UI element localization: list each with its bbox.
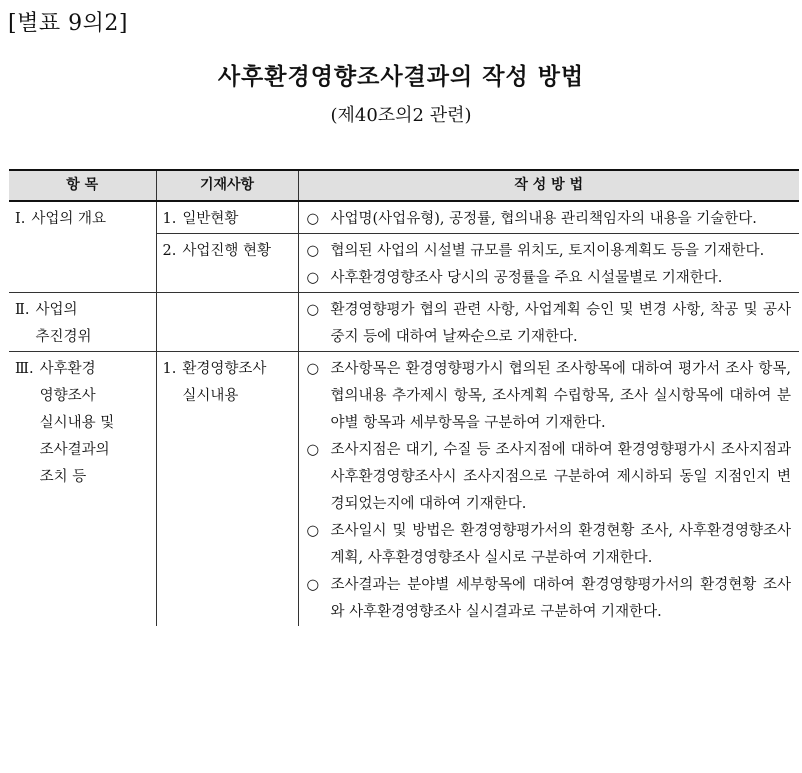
method-cell	[298, 352, 799, 627]
entry-cell	[156, 352, 298, 627]
method-text: 조사결과는 분야별 세부항목에 대하여 환경영향평가서의 환경현황 조사와 사후환경영향조사 실시결과로 구분하여 기재한다.	[330, 577, 791, 620]
method-item	[307, 437, 792, 518]
entry-text: 환경영향조사	[182, 361, 267, 377]
header-method: 작 성 방 법	[298, 170, 799, 201]
section-item-cell	[9, 201, 156, 293]
entry-number: 2.	[162, 243, 177, 259]
document-title: 사후환경영향조사결과의 작성 방법	[217, 63, 585, 90]
bullet-mark: ○	[306, 243, 320, 259]
method-item	[307, 518, 792, 572]
method-item	[307, 356, 792, 437]
method-text: 협의된 사업의 시설별 규모를 위치도, 토지이용계획도 등을 기재한다.	[330, 243, 765, 259]
annex-label: [별표 9의2]	[8, 11, 128, 36]
section-item-text: 사업의	[35, 302, 78, 318]
method-item	[307, 265, 792, 292]
table-row	[9, 293, 799, 352]
section-item-cell	[9, 293, 156, 352]
header-item: 항 목	[9, 170, 156, 201]
section-number: Ⅱ.	[15, 302, 30, 318]
entry-number: 1.	[162, 361, 177, 377]
method-item	[307, 238, 792, 265]
method-text: 환경영향평가 협의 관련 사항, 사업계획 승인 및 변경 사항, 착공 및 공사중지 등에 대하여 날짜순으로 기재한다.	[330, 302, 791, 345]
section-item-text: 영향조사	[39, 388, 96, 404]
bullet-mark: ○	[306, 211, 320, 227]
section-item-text: 조사결과의	[39, 442, 110, 458]
bullet-mark: ○	[306, 577, 320, 593]
entry-text: 사업진행 현황	[182, 243, 271, 259]
method-text: 사업명(사업유형), 공정률, 협의내용 관리책임자의 내용을 기술한다.	[330, 211, 757, 227]
bullet-mark: ○	[306, 361, 320, 377]
method-text: 사후환경영향조사 당시의 공정률을 주요 시설물별로 기재한다.	[330, 270, 723, 286]
method-text: 조사일시 및 방법은 환경영향평가서의 환경현황 조사, 사후환경영향조사계획, 사후환경영향조사 실시로 구분하여 기재한다.	[330, 523, 791, 566]
section-item-text: 사업의 개요	[31, 211, 106, 227]
method-table	[9, 169, 799, 626]
entry-cell	[156, 201, 298, 234]
section-item-text: 추진경위	[35, 329, 92, 345]
bullet-mark: ○	[306, 523, 320, 539]
table-header-row	[9, 170, 799, 201]
section-number: Ⅰ.	[15, 211, 26, 227]
section-item-text: 조치 등	[39, 469, 87, 485]
document-subtitle: (제40조의2 관련)	[330, 105, 472, 126]
section-item-text: 실시내용 및	[39, 415, 115, 431]
section-item-text: 사후환경	[39, 361, 96, 377]
entry-text: 실시내용	[182, 388, 239, 404]
method-cell	[298, 234, 799, 293]
method-cell	[298, 293, 799, 352]
entry-text: 일반현황	[182, 211, 239, 227]
section-item-cell	[9, 352, 156, 627]
entry-cell	[156, 293, 298, 352]
bullet-mark: ○	[306, 270, 320, 286]
table-row	[9, 352, 799, 627]
method-text: 조사지점은 대기, 수질 등 조사지점에 대하여 환경영향평가시 조사지점과 사후환경영향조사시 조사지점으로 구분하여 제시하되 동일 지점인지 변경되었는지에 대하여 기재한다.	[330, 442, 791, 512]
entry-cell	[156, 234, 298, 293]
section-number: Ⅲ.	[15, 361, 34, 377]
table-row	[9, 201, 799, 234]
bullet-mark: ○	[306, 442, 320, 458]
entry-number: 1.	[162, 211, 177, 227]
method-item	[307, 297, 792, 351]
method-cell	[298, 201, 799, 234]
method-text: 조사항목은 환경영향평가시 협의된 조사항목에 대하여 평가서 조사 항목, 협의내용 추가제시 항목, 조사계획 수립항목, 조사 실시항목에 대하여 분야별 항목과 세부항목을 구분하여 기재한다.	[330, 361, 791, 431]
header-entry: 기재사항	[156, 170, 298, 201]
method-item	[307, 206, 792, 233]
bullet-mark: ○	[306, 302, 320, 318]
method-item	[307, 572, 792, 626]
